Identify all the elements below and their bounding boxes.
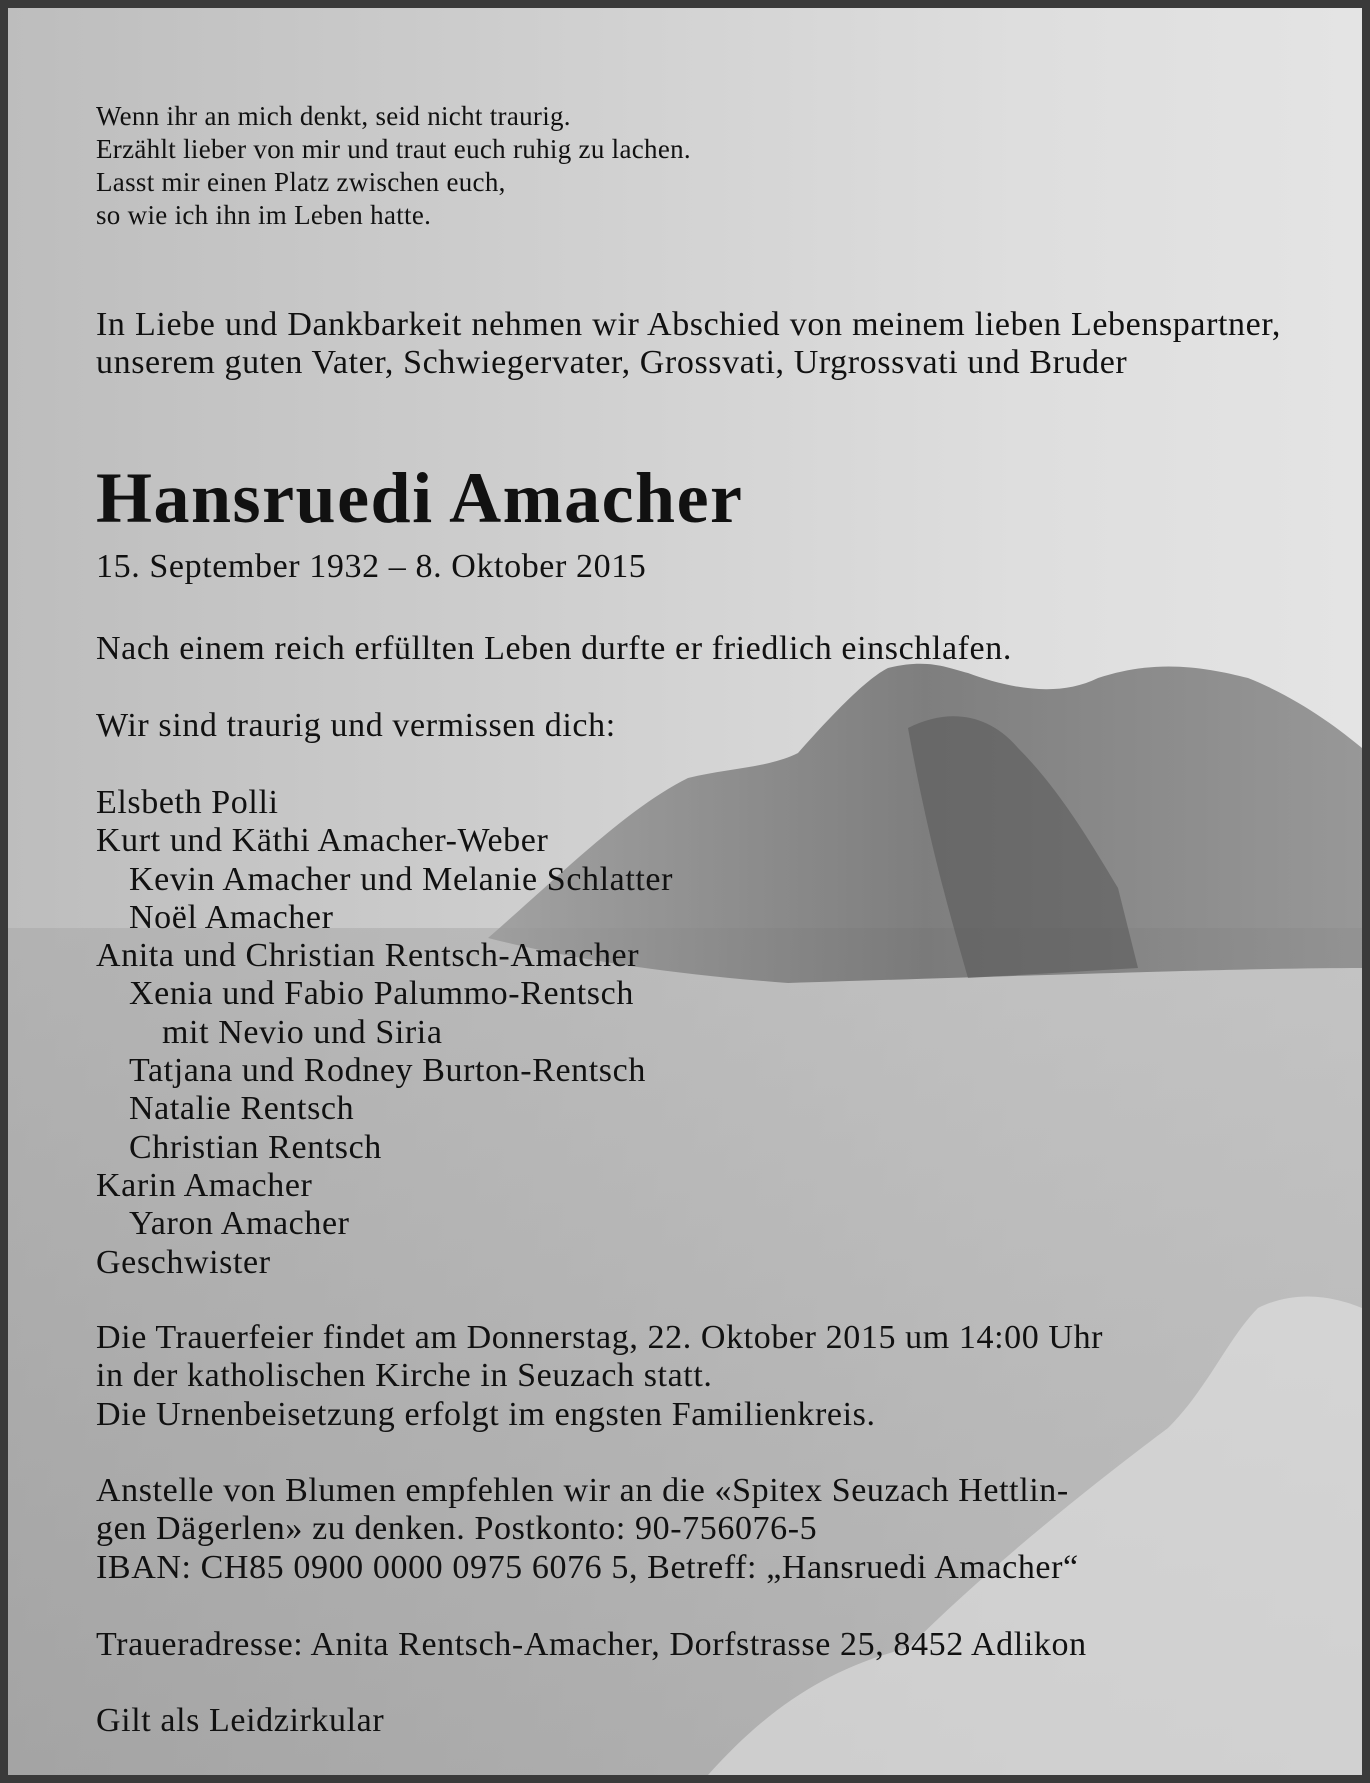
miss-text: Wir sind traurig und vermissen dich: — [96, 707, 616, 744]
mourner-entry: Anita und Christian Rentsch-Amacher — [96, 937, 640, 975]
mourner-entry: mit Nevio und Siria — [162, 1013, 443, 1051]
mourner-entry: Tatjana und Rodney Burton-Rentsch — [129, 1052, 646, 1090]
poem — [96, 100, 691, 232]
donation-line: IBAN: CH85 0900 0000 0975 6076 5, Betreff: „Hansruedi Amacher“ — [96, 1548, 1079, 1586]
mourner-entry: Yaron Amacher — [129, 1205, 350, 1243]
ceremony-line: Die Trauerfeier findet am Donnerstag, 22. Oktober 2015 um 14:00 Uhr — [96, 1319, 1104, 1356]
donation-line: Anstelle von Blumen empfehlen wir an die «Spitex Seuzach Hettlin- — [96, 1472, 1069, 1509]
poem-line: Lasst mir einen Platz zwischen euch, — [96, 167, 506, 197]
ceremony-line: Die Urnenbeisetzung erfolgt im engsten Familienkreis. — [96, 1395, 876, 1433]
poem-line: so wie ich ihn im Leben hatte. — [96, 200, 432, 230]
obituary-page — [8, 8, 1362, 1775]
mourner-entry: Kurt und Käthi Amacher-Weber — [96, 822, 549, 860]
mourners-list — [96, 784, 673, 1282]
poem-line: Erzählt lieber von mir und traut euch ruhig zu lachen. — [96, 134, 691, 164]
donation-line: gen Dägerlen» zu denken. Postkonto: 90-756076-5 — [96, 1510, 818, 1548]
mourner-entry: Christian Rentsch — [129, 1128, 382, 1166]
deceased-name: Hansruedi Amacher — [96, 458, 744, 538]
peaceful-text: Nach einem reich erfüllten Leben durfte er friedlich einschlafen. — [96, 630, 1012, 667]
mourner-entry: Xenia und Fabio Palummo-Rentsch — [129, 975, 634, 1013]
mourner-entry: Kevin Amacher und Melanie Schlatter — [129, 860, 674, 898]
mourning-address: Traueradresse: Anita Rentsch-Amacher, Dorfstrasse 25, 8452 Adlikon — [96, 1626, 1087, 1663]
ceremony-info — [96, 1319, 1103, 1434]
mourner-entry: Elsbeth Polli — [96, 784, 279, 821]
circular-note: Gilt als Leidzirkular — [96, 1702, 385, 1739]
mourner-entry: Geschwister — [96, 1243, 271, 1281]
mourner-entry: Natalie Rentsch — [129, 1090, 355, 1128]
life-dates: 15. September 1932 – 8. Oktober 2015 — [96, 548, 647, 585]
mourner-entry: Noël Amacher — [129, 898, 334, 936]
donation-info — [96, 1472, 1079, 1587]
intro-paragraph: In Liebe und Dankbarkeit nehmen wir Abschied von meinem lieben Lebenspartner, unserem guten Vater, Schwiegervater, Grossvati, Urgrossvati und Bruder — [96, 306, 1281, 382]
mourner-entry: Karin Amacher — [96, 1166, 313, 1204]
ceremony-line: in der katholischen Kirche in Seuzach statt. — [96, 1357, 713, 1395]
poem-line: Wenn ihr an mich denkt, seid nicht traurig. — [96, 101, 571, 131]
